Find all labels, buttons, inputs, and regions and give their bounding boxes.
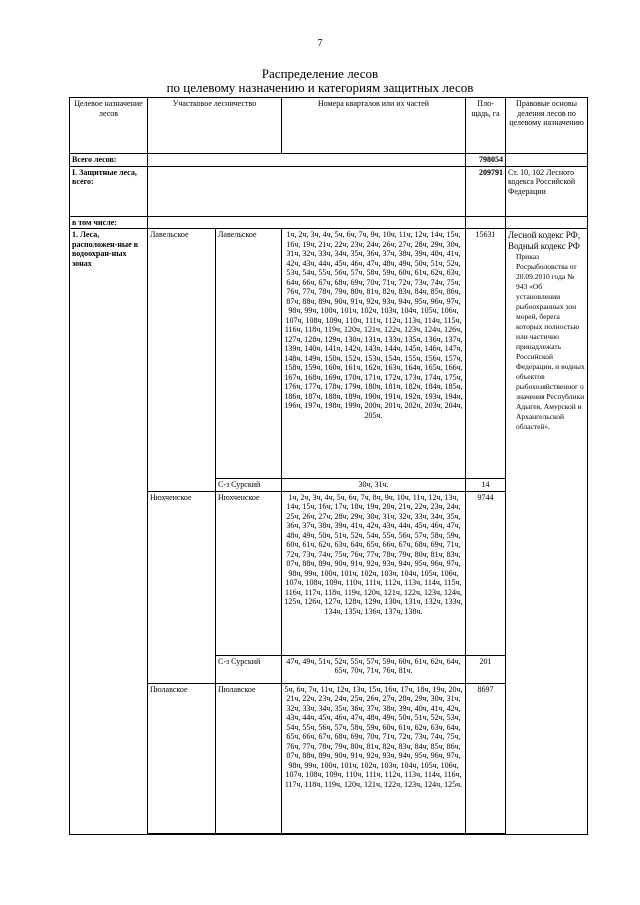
forestry-name: Пюлавское (148, 683, 216, 833)
including-row (70, 216, 588, 229)
protective-label: I. Защитные леса, всего: (70, 166, 148, 216)
water-zone-legal (506, 229, 588, 835)
total-empty (148, 154, 466, 167)
area-value: 9744 (466, 491, 506, 655)
header-area: Пло-щадь, га (466, 98, 506, 154)
forestry-name: Нюхченское (148, 491, 216, 683)
subforestry-name: Лавельское (216, 229, 282, 479)
header-quarters: Номера кварталов или их частей (282, 98, 466, 154)
subforestry-name: С-з Сурский (216, 655, 282, 683)
protective-legal: Ст. 10, 102 Лесного кодекса Российской Федерации (506, 166, 588, 216)
total-label: Всего лесов: (70, 154, 148, 167)
total-area: 798054 (466, 154, 506, 167)
protective-empty (148, 166, 466, 216)
subforestry-name: С-з Сурский (216, 479, 282, 492)
document-title: Распределение лесов (261, 66, 379, 81)
quarters-list: 30ч, 31ч. (282, 479, 466, 492)
including-empty (148, 216, 466, 229)
total-row (70, 154, 588, 167)
subforestry-name: Нюхченское (216, 491, 282, 655)
subforestry-name: Пюлавское (216, 683, 282, 833)
area-value: 201 (466, 655, 506, 683)
including-legal-empty (506, 216, 588, 229)
header-forestry: Участковое лесничество (148, 98, 282, 154)
protective-area: 209791 (466, 166, 506, 216)
protective-row (70, 166, 588, 216)
quarters-list: 1ч, 2ч, 3ч, 4ч, 5ч, 6ч, 7ч, 8ч, 9ч, 10ч, 11ч, 12ч, 13ч, 14ч, 15ч, 16ч, 17ч, 18ч, 19ч, 20ч, 21ч, 22ч, 23ч, 24ч, 25ч, 26ч, 27ч, 28ч, 29ч, 30ч, 31ч, 32ч, 33ч, 34ч, 35ч, 36ч, 37ч, 38ч, 39ч, 41ч, 42ч, 43ч, 44ч, 45ч, 46ч, 47ч, 48ч, 49ч, 50ч, 51ч, 52ч, 54ч, 55ч, 56ч, 57ч, 58ч, 59ч, 60ч, 61ч, 62ч, 63ч, 64ч, 65ч, 66ч, 67ч, 68ч, 69ч, 71ч, 72ч, 73ч, 74ч, 75ч, 76ч, 77ч, 78ч, 79ч, 80ч, 81ч, 83ч, 87ч, 88ч, 89ч, 90ч, 91ч, 92ч, 93ч, 94ч, 95ч, 96ч, 97ч, 98ч, 99ч, 100ч, 101ч, 102ч, 103ч, 104ч, 105ч, 106ч, 107ч, 108ч, 109ч, 110ч, 111ч, 112ч, 113ч, 114ч, 115ч, 116ч, 117ч, 118ч, 119ч, 120ч, 121ч, 122ч, 123ч, 124ч, 125ч, 126ч, 127ч, 128ч, 129ч, 130ч, 131ч, 132ч, 133ч, 134ч, 135ч, 136ч, 137ч, 138ч. (282, 491, 466, 655)
area-value: 14 (466, 479, 506, 492)
table-row (70, 229, 588, 479)
header-purpose: Целевое назначение лесов (70, 98, 148, 154)
legal-body: Приказ Росрыболовства от 20.09.2010 года № 943 «Об установлении рыбоохранных зон морей, берега которых полностью или частично принадлежать Российской Федерации, и водных объектов рыбохозяйственног о значения Республики Адыгея, Амурской и Архангельской областей». (516, 252, 585, 431)
quarters-list: 47ч, 49ч, 51ч, 52ч, 55ч, 57ч, 59ч, 60ч, 61ч, 62ч, 64ч, 65ч, 70ч, 71ч, 76ч, 81ч. (282, 655, 466, 683)
forestry-name: Лавельское (148, 229, 216, 492)
water-zone-label: 1. Леса, расположен-ные в водоохран-ных зонах (70, 229, 148, 835)
area-value: 8697 (466, 683, 506, 833)
quarters-list: 1ч, 2ч, 3ч, 4ч, 5ч, 6ч, 7ч, 9ч, 10ч, 11ч, 12ч, 14ч, 15ч, 16ч, 19ч, 21ч, 22ч, 23ч, 24ч, 26ч, 27ч, 28ч, 29ч, 30ч, 31ч, 32ч, 33ч, 34ч, 35ч, 36ч, 37ч, 38ч, 39ч, 40ч, 41ч, 42ч, 43ч, 44ч, 45ч, 46ч, 47ч, 48ч, 49ч, 50ч, 51ч, 52ч, 53ч, 54ч, 55ч, 56ч, 57ч, 58ч, 59ч, 60ч, 61ч, 62ч, 63ч, 64ч, 66ч, 67ч, 68ч, 69ч, 70ч, 71ч, 72ч, 73ч, 74ч, 75ч, 76ч, 77ч, 78ч, 79ч, 80ч, 81ч, 82ч, 83ч, 84ч, 85ч, 86ч, 87ч, 88ч, 89ч, 90ч, 91ч, 92ч, 93ч, 94ч, 95ч, 96ч, 97ч, 98ч, 99ч, 100ч, 101ч, 102ч, 103ч, 104ч, 105ч, 106ч, 107ч, 108ч, 109ч, 110ч, 111ч, 112ч, 113ч, 114ч, 115ч, 116ч, 118ч, 119ч, 120ч, 121ч, 122ч, 123ч, 124ч, 126ч, 127ч, 128ч, 129ч, 130ч, 131ч, 133ч, 135ч, 136ч, 137ч, 139ч, 140ч, 141ч, 142ч, 143ч, 144ч, 145ч, 146ч, 147ч, 148ч, 149ч, 150ч, 152ч, 153ч, 154ч, 155ч, 156ч, 157ч, 158ч, 159ч, 160ч, 161ч, 162ч, 163ч, 164ч, 165ч, 166ч, 167ч, 168ч, 169ч, 170ч, 171ч, 172ч, 173ч, 174ч, 175ч, 176ч, 177ч, 178ч, 179ч, 180ч, 181ч, 182ч, 184ч, 185ч, 186ч, 187ч, 188ч, 189ч, 190ч, 191ч, 192ч, 193ч, 194ч, 196ч, 197ч, 198ч, 199ч, 200ч, 201ч, 202ч, 203ч, 204ч, 205ч. (282, 229, 466, 479)
header-legal: Правовые основы деления лесов по целевому назначению (506, 98, 588, 154)
document-subtitle: по целевому назначению и категориям защитных лесов (166, 80, 474, 95)
legal-head: Лесной кодекс РФ, Водный кодекс РФ (508, 230, 580, 251)
including-area-empty (466, 216, 506, 229)
table-end-spacer (148, 833, 506, 834)
including-label: в том числе: (70, 216, 148, 229)
quarters-list: 5ч, 6ч, 7ч, 11ч, 12ч, 13ч, 15ч, 16ч, 17ч, 18ч, 19ч, 20ч, 21ч, 22ч, 23ч, 24ч, 25ч, 26ч, 27ч, 28ч, 29ч, 30ч, 31ч, 32ч, 33ч, 34ч, 35ч, 36ч, 37ч, 38ч, 39ч, 40ч, 41ч, 42ч, 43ч, 44ч, 45ч, 46ч, 47ч, 48ч, 49ч, 50ч, 51ч, 52ч, 53ч, 54ч, 55ч, 56ч, 57ч, 58ч, 59ч, 60ч, 61ч, 62ч, 63ч, 64ч, 65ч, 66ч, 67ч, 68ч, 69ч, 70ч, 71ч, 72ч, 73ч, 74ч, 75ч, 76ч, 77ч, 78ч, 79ч, 80ч, 81ч, 82ч, 83ч, 84ч, 85ч, 86ч, 87ч, 88ч, 89ч, 90ч, 91ч, 92ч, 93ч, 94ч, 95ч, 96ч, 97ч, 98ч, 99ч, 100ч, 101ч, 102ч, 103ч, 104ч, 105ч, 106ч, 107ч, 108ч, 109ч, 110ч, 111ч, 112ч, 113ч, 114ч, 116ч, 117ч, 118ч, 119ч, 120ч, 121ч, 122ч, 123ч, 124ч, 125ч. (282, 683, 466, 833)
area-value: 15631 (466, 229, 506, 479)
header-row (70, 98, 588, 154)
page-number: 7 (317, 38, 323, 49)
total-legal-empty (506, 154, 588, 167)
forest-distribution-table (69, 97, 588, 835)
